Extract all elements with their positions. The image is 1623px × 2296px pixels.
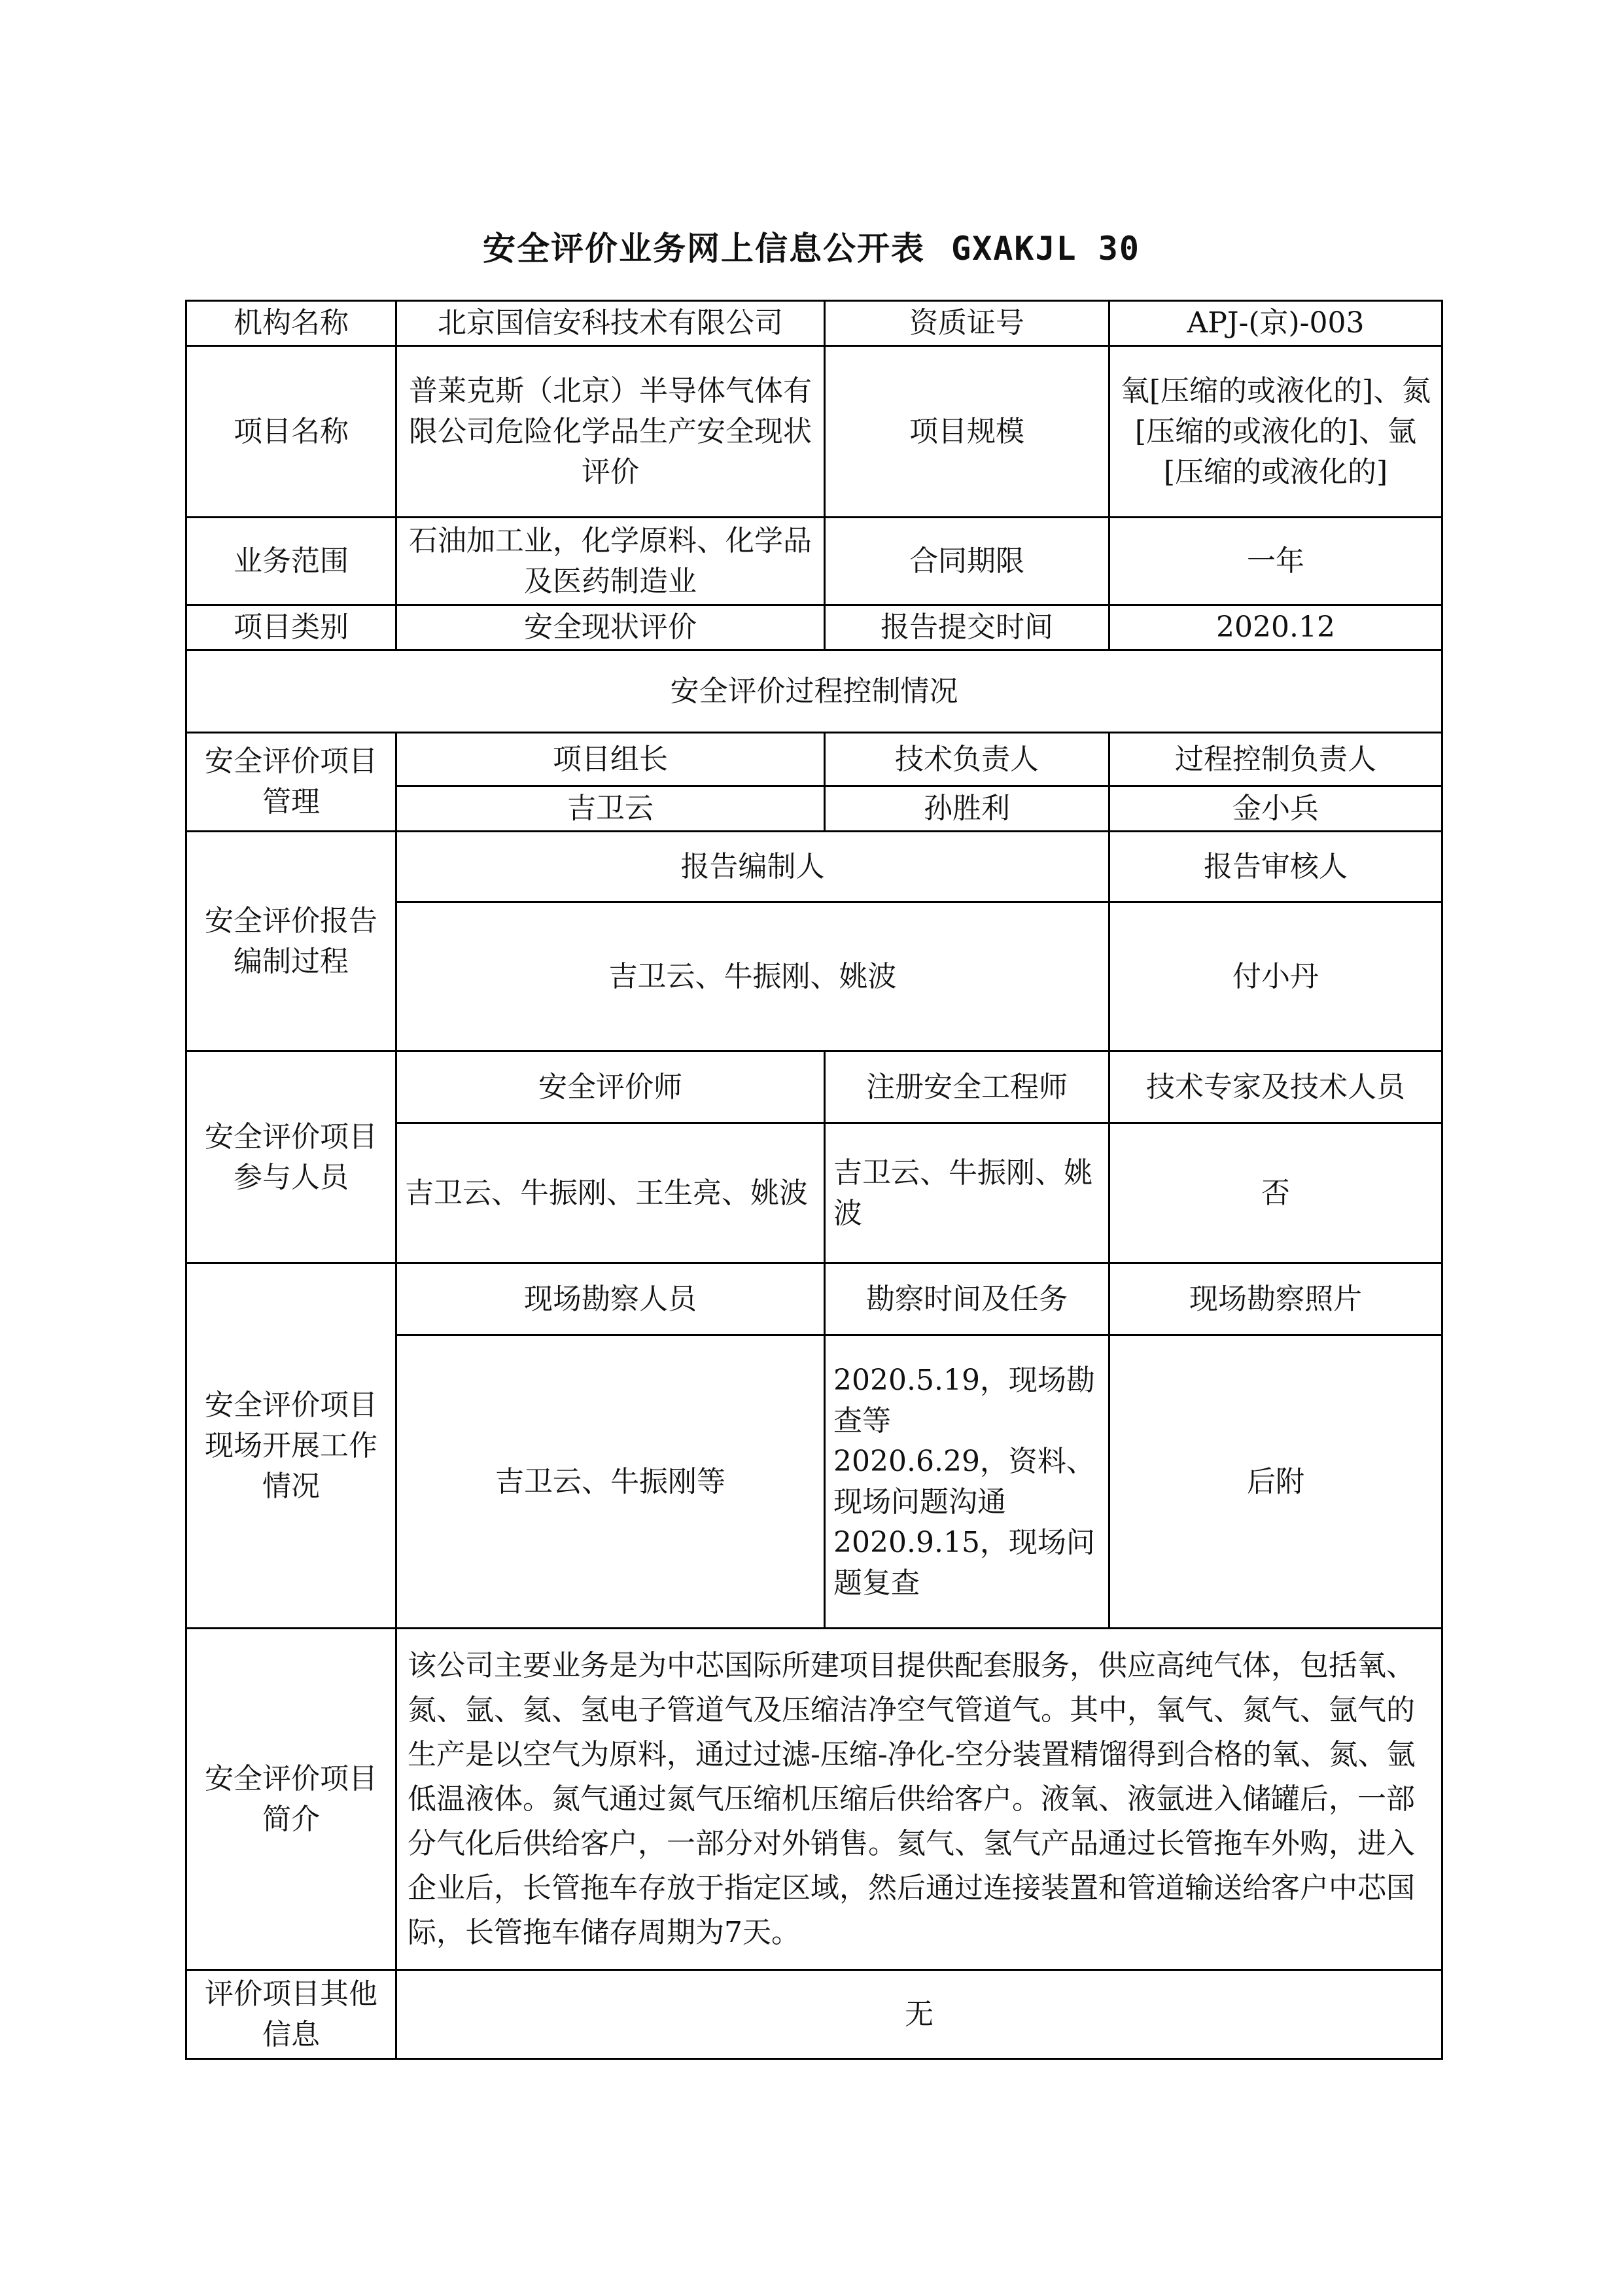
report-label: 安全评价报告编制过程	[186, 832, 396, 1051]
submit-value: 2020.12	[1109, 605, 1442, 650]
reviewer-value: 付小丹	[1109, 902, 1442, 1051]
project-name-label: 项目名称	[186, 346, 396, 518]
project-name-value: 普莱克斯（北京）半导体气体有限公司危险化学品生产安全现状评价	[396, 346, 825, 518]
org-name-label: 机构名称	[186, 301, 396, 346]
project-scale-value: 氧[压缩的或液化的]、氮[压缩的或液化的]、氩[压缩的或液化的]	[1109, 346, 1442, 518]
control-label: 过程控制负责人	[1109, 733, 1442, 786]
intro-label: 安全评价项目简介	[186, 1629, 396, 1970]
writer-value: 吉卫云、牛振刚、姚波	[396, 902, 1109, 1051]
site-label: 安全评价项目现场开展工作情况	[186, 1263, 396, 1629]
other-label: 评价项目其他信息	[186, 1970, 396, 2059]
time-line-2: 2020.6.29，资料、现场问题沟通	[833, 1444, 1095, 1519]
control-value: 金小兵	[1109, 786, 1442, 832]
engineer-value: 吉卫云、牛振刚、姚波	[825, 1123, 1109, 1263]
staff-value: 吉卫云、牛振刚等	[396, 1335, 825, 1629]
evaluator-value: 吉卫云、牛振刚、王生亮、姚波	[396, 1123, 825, 1263]
cert-value: APJ-(京)-003	[1109, 301, 1442, 346]
expert-value: 否	[1109, 1123, 1442, 1263]
type-label: 项目类别	[186, 605, 396, 650]
evaluator-label: 安全评价师	[396, 1051, 825, 1123]
term-value: 一年	[1109, 518, 1442, 605]
org-name-value: 北京国信安科技术有限公司	[396, 301, 825, 346]
photo-label: 现场勘察照片	[1109, 1263, 1442, 1335]
form-code: GXAKJL 30	[951, 230, 1140, 268]
scope-value: 石油加工业，化学原料、化学品及医药制造业	[396, 518, 825, 605]
type-value: 安全现状评价	[396, 605, 825, 650]
other-value: 无	[396, 1970, 1442, 2059]
title-text: 安全评价业务网上信息公开表	[483, 230, 926, 268]
tech-label: 技术负责人	[825, 733, 1109, 786]
writer-label: 报告编制人	[396, 832, 1109, 902]
time-label: 勘察时间及任务	[825, 1263, 1109, 1335]
engineer-label: 注册安全工程师	[825, 1051, 1109, 1123]
leader-label: 项目组长	[396, 733, 825, 786]
term-label: 合同期限	[825, 518, 1109, 605]
time-line-1: 2020.5.19，现场勘查等	[833, 1363, 1095, 1438]
reviewer-label: 报告审核人	[1109, 832, 1442, 902]
leader-value: 吉卫云	[396, 786, 825, 832]
submit-label: 报告提交时间	[825, 605, 1109, 650]
scope-label: 业务范围	[186, 518, 396, 605]
expert-label: 技术专家及技术人员	[1109, 1051, 1442, 1123]
intro-text: 该公司主要业务是为中芯国际所建项目提供配套服务，供应高纯气体，包括氧、氮、氩、氦、氢电子管道气及压缩洁净空气管道气。其中，氧气、氮气、氩气的生产是以空气为原料，通过过滤-压缩-净化-空分装置精馏得到合格的氧、氮、氩低温液体。氮气通过氮气压缩机压缩后供给客户。液氧、液氩进入储罐后，一部分气化后供给客户，一部分对外销售。氦气、氢气产品通过长管拖车外购，进入企业后，长管拖车存放于指定区域，然后通过连接装置和管道输送给客户中芯国际，长管拖车储存周期为7天。	[396, 1629, 1442, 1970]
staff-label: 现场勘察人员	[396, 1263, 825, 1335]
photo-value: 后附	[1109, 1335, 1442, 1629]
cert-label: 资质证号	[825, 301, 1109, 346]
tech-value: 孙胜利	[825, 786, 1109, 832]
info-table	[185, 300, 1443, 2060]
participants-label: 安全评价项目参与人员	[186, 1051, 396, 1263]
management-label: 安全评价项目管理	[186, 733, 396, 832]
process-heading: 安全评价过程控制情况	[186, 650, 1442, 733]
page-title	[0, 222, 1623, 270]
time-line-3: 2020.9.15，现场问题复查	[833, 1525, 1095, 1600]
time-value	[825, 1335, 1109, 1629]
project-scale-label: 项目规模	[825, 346, 1109, 518]
